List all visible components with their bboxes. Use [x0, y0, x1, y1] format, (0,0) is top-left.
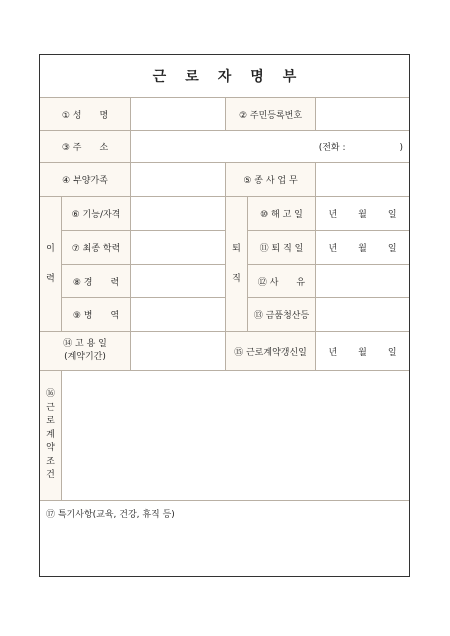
- special-notes-label: ⑰ 특기사항(교육, 건강, 휴직 등): [46, 510, 175, 520]
- job-label: ⑤ 종 사 업 무: [226, 163, 316, 197]
- worker-register-form: [39, 54, 410, 577]
- settlement-field[interactable]: [316, 298, 409, 332]
- employment-date-field[interactable]: [131, 332, 226, 371]
- renewal-date-label: ⑮ 근로계약갱신일: [226, 332, 316, 371]
- dependents-label: ④ 부양가족: [40, 163, 131, 197]
- job-field[interactable]: [316, 163, 409, 197]
- career-field[interactable]: [131, 265, 226, 298]
- education-label: ⑦ 최종 학력: [62, 231, 131, 265]
- career-label: ⑧ 경 력: [62, 265, 131, 298]
- contract-conditions-label: ⑯ 근 로 계 약 조 건: [40, 371, 62, 501]
- retire-date-field[interactable]: 년 월 일: [316, 231, 409, 265]
- form-title: 근 로 자 명 부: [40, 55, 409, 98]
- skill-field[interactable]: [131, 197, 226, 231]
- skill-label: ⑥ 기능/자격: [62, 197, 131, 231]
- education-field[interactable]: [131, 231, 226, 265]
- history-label: 이 력: [40, 197, 62, 332]
- employment-date-label: ⑭ 고 용 일 (계약기간): [40, 332, 131, 371]
- military-field[interactable]: [131, 298, 226, 332]
- special-notes-field[interactable]: [40, 501, 409, 576]
- name-field[interactable]: [131, 98, 226, 131]
- name-label: ① 성 명: [40, 98, 131, 131]
- leave-label: 퇴 직: [226, 197, 248, 332]
- contract-conditions-field[interactable]: [62, 371, 409, 501]
- military-label: ⑨ 병 역: [62, 298, 131, 332]
- resident-number-label: ② 주민등록번호: [226, 98, 316, 131]
- address-label: ③ 주 소: [40, 131, 131, 163]
- retire-date-label: ⑪ 퇴 직 일: [248, 231, 316, 265]
- address-field[interactable]: [131, 131, 409, 163]
- reason-label: ⑫ 사 유: [248, 265, 316, 298]
- renewal-date-field[interactable]: 년 월 일: [316, 332, 409, 371]
- phone-placeholder: (전화 : ): [318, 143, 403, 153]
- reason-field[interactable]: [316, 265, 409, 298]
- hire-date-label: ⑩ 해 고 일: [248, 197, 316, 231]
- resident-number-field[interactable]: [316, 98, 409, 131]
- dependents-field[interactable]: [131, 163, 226, 197]
- hire-date-field[interactable]: 년 월 일: [316, 197, 409, 231]
- settlement-label: ⑬ 금품청산등: [248, 298, 316, 332]
